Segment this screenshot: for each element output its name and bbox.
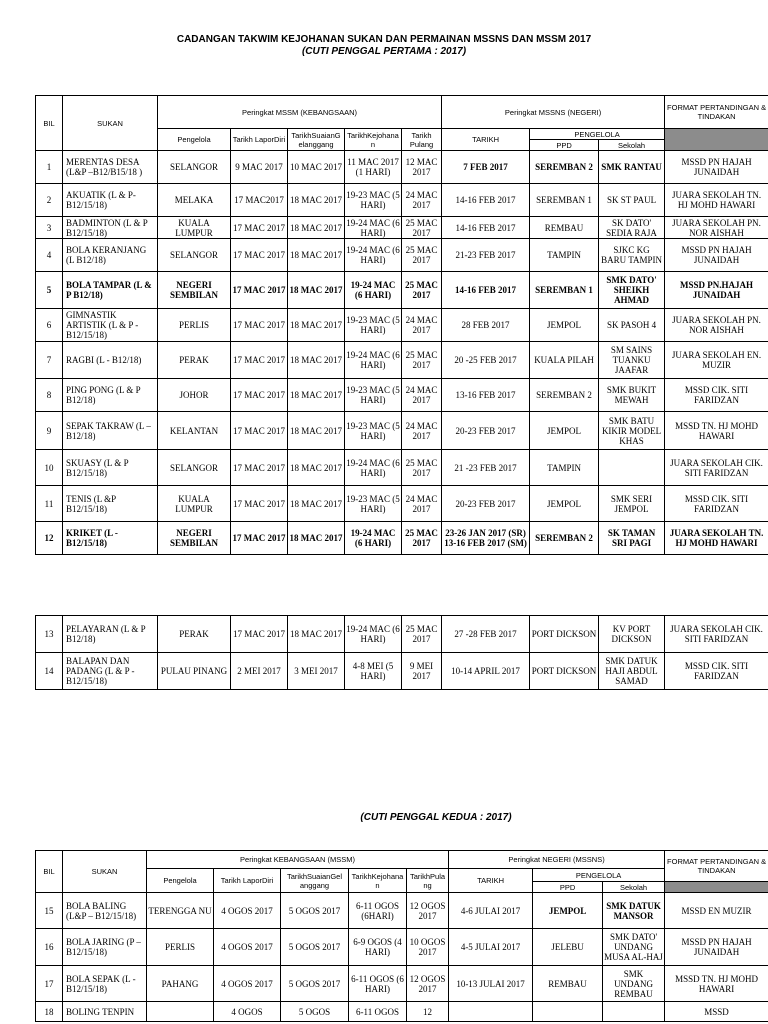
- pengelola-cell: PERAK: [158, 616, 231, 653]
- sukan-cell: BOLA KERANJANG (L B12/18): [63, 239, 158, 272]
- sekolah-cell: SM SAINS TUANKU JAAFAR: [599, 342, 665, 379]
- table-row: [36, 412, 768, 450]
- tarikh-suaian-cell: 18 MAC 2017: [288, 522, 345, 555]
- tarikh-kejohanan-cell: 6-9 OGOS (4 HARI): [349, 929, 407, 966]
- sekolah-cell: SK DATO' SEDIA RAJA: [599, 217, 665, 239]
- ppd-cell: SEREMBAN 2: [530, 379, 599, 412]
- ppd-cell: REMBAU: [533, 966, 603, 1002]
- format-cell: JUARA SEKOLAH CIK. SITI FARIDZAN: [665, 616, 768, 653]
- tarikh-suaian-cell: 10 MAC 2017: [288, 151, 345, 184]
- sukan-cell: KRIKET (L - B12/15/18): [63, 522, 158, 555]
- subtitle-penggal-kedua: (CUTI PENGGAL KEDUA : 2017): [360, 812, 512, 823]
- table-row: [36, 893, 768, 929]
- tarikh-lapor-cell: 17 MAC 2017: [231, 616, 288, 653]
- sukan-cell: GIMNASTIK ARTISTIK (L & P - B12/15/18): [63, 309, 158, 342]
- sekolah-cell: [599, 450, 665, 486]
- schedule-table-2: [35, 615, 768, 690]
- tarikh-kejohanan-cell: 19-24 MAC (6 HARI): [345, 450, 402, 486]
- sekolah-cell: SMK RANTAU: [599, 151, 665, 184]
- table-row: [36, 184, 768, 217]
- tarikh-pulang-cell: 12: [407, 1002, 449, 1022]
- sukan-cell: BOLA BALING (L&P – B12/15/18): [63, 893, 147, 929]
- header-pengelola: Pengelola: [158, 129, 231, 151]
- bil-cell: 18: [36, 1002, 63, 1022]
- header-tarikh-lapor: Tarikh LaporDiri: [231, 129, 288, 151]
- pengelola-cell: PAHANG: [147, 966, 214, 1002]
- tarikh-negeri-cell: 27 -28 FEB 2017: [442, 616, 530, 653]
- tarikh-lapor-cell: 17 MAC 2017: [231, 412, 288, 450]
- header-tarikh-lapor: Tarikh LaporDiri: [214, 869, 281, 893]
- tarikh-pulang-cell: 24 MAC 2017: [402, 412, 442, 450]
- header-peringkat-kebangsaan: Peringkat KEBANGSAAN (MSSM): [147, 851, 449, 869]
- ppd-cell: SEREMBAN 1: [530, 184, 599, 217]
- tarikh-lapor-cell: 17 MAC 2017: [231, 486, 288, 522]
- sekolah-cell: SMK BUKIT MEWAH: [599, 379, 665, 412]
- sekolah-cell: SMK DATO' UNDANG MUSA AL-HAJ: [603, 929, 665, 966]
- table-row: [36, 342, 768, 379]
- bil-cell: 10: [36, 450, 63, 486]
- bil-cell: 1: [36, 151, 63, 184]
- sukan-cell: BOLA JARING (P – B12/15/18): [63, 929, 147, 966]
- sekolah-cell: SMK DATUK HAJI ABDUL SAMAD: [599, 653, 665, 690]
- format-cell: JUARA SEKOLAH PN. NOR AISHAH: [665, 309, 768, 342]
- tarikh-lapor-cell: 17 MAC 2017: [231, 272, 288, 309]
- ppd-cell: JELEBU: [533, 929, 603, 966]
- tarikh-kejohanan-cell: 19-23 MAC (5 HARI): [345, 486, 402, 522]
- tarikh-negeri-cell: 14-16 FEB 2017: [442, 272, 530, 309]
- tarikh-kejohanan-cell: 19-23 MAC (5 HARI): [345, 309, 402, 342]
- format-cell: MSSD EN MUZIR: [665, 893, 768, 929]
- tarikh-suaian-cell: 18 MAC 2017: [288, 239, 345, 272]
- tarikh-pulang-cell: 12 OGOS 2017: [407, 893, 449, 929]
- tarikh-suaian-cell: 18 MAC 2017: [288, 486, 345, 522]
- bil-cell: 9: [36, 412, 63, 450]
- sekolah-cell: SMK DATUK MANSOR: [603, 893, 665, 929]
- bil-cell: 4: [36, 239, 63, 272]
- sukan-cell: SEPAK TAKRAW (L – B12/18): [63, 412, 158, 450]
- format-cell: MSSD: [665, 1002, 768, 1022]
- format-cell: JUARA SEKOLAH TN. HJ MOHD HAWARI: [665, 184, 768, 217]
- tarikh-suaian-cell: 18 MAC 2017: [288, 342, 345, 379]
- tarikh-negeri-cell: 14-16 FEB 2017: [442, 184, 530, 217]
- bil-cell: 12: [36, 522, 63, 555]
- table-row: [36, 929, 768, 966]
- tarikh-suaian-cell: 5 OGOS: [281, 1002, 349, 1022]
- format-cell: MSSD PN.HAJAH JUNAIDAH: [665, 272, 768, 309]
- schedule-table-1: [35, 95, 768, 555]
- table-row: [36, 966, 768, 1002]
- sekolah-cell: SMK UNDANG REMBAU: [603, 966, 665, 1002]
- pengelola-cell: TERENGGA NU: [147, 893, 214, 929]
- tarikh-pulang-cell: 12 OGOS 2017: [407, 966, 449, 1002]
- table-row: [36, 272, 768, 309]
- header-pengelola-negeri: PENGELOLA: [533, 869, 665, 882]
- sukan-cell: BOLING TENPIN: [63, 1002, 147, 1022]
- schedule-table-3: [35, 850, 768, 1022]
- table-row: [36, 653, 768, 690]
- table-row: [36, 616, 768, 653]
- bil-cell: 15: [36, 893, 63, 929]
- tarikh-suaian-cell: 18 MAC 2017: [288, 412, 345, 450]
- sukan-cell: TENIS (L &P B12/15/18): [63, 486, 158, 522]
- tarikh-negeri-cell: 7 FEB 2017: [442, 151, 530, 184]
- tarikh-lapor-cell: 17 MAC 2017: [231, 239, 288, 272]
- pengelola-cell: SELANGOR: [158, 151, 231, 184]
- header-sekolah: Sekolah: [603, 882, 665, 893]
- tarikh-negeri-cell: 10-13 JULAI 2017: [449, 966, 533, 1002]
- tarikh-negeri-cell: 10-14 APRIL 2017: [442, 653, 530, 690]
- header-tarikh: TARIKH: [442, 129, 530, 151]
- tarikh-lapor-cell: 9 MAC 2017: [231, 151, 288, 184]
- table-row: [36, 486, 768, 522]
- tarikh-pulang-cell: 24 MAC 2017: [402, 486, 442, 522]
- bil-cell: 3: [36, 217, 63, 239]
- tarikh-lapor-cell: 17 MAC 2017: [231, 217, 288, 239]
- tarikh-kejohanan-cell: 19-24 MAC (6 HARI): [345, 616, 402, 653]
- tarikh-suaian-cell: 18 MAC 2017: [288, 309, 345, 342]
- pengelola-cell: KELANTAN: [158, 412, 231, 450]
- tarikh-pulang-cell: 12 MAC 2017: [402, 151, 442, 184]
- tarikh-kejohanan-cell: 6-11 OGOS: [349, 1002, 407, 1022]
- tarikh-pulang-cell: 24 MAC 2017: [402, 309, 442, 342]
- table-row: [36, 1002, 768, 1022]
- tarikh-negeri-cell: 20 -25 FEB 2017: [442, 342, 530, 379]
- table-row: [36, 239, 768, 272]
- tarikh-suaian-cell: 18 MAC 2017: [288, 450, 345, 486]
- ppd-cell: KUALA PILAH: [530, 342, 599, 379]
- bil-cell: 11: [36, 486, 63, 522]
- ppd-cell: [533, 1002, 603, 1022]
- header-tarikh-suaian: TarikhSuaianG elanggang: [288, 129, 345, 151]
- bil-cell: 6: [36, 309, 63, 342]
- sekolah-cell: SMK SERI JEMPOL: [599, 486, 665, 522]
- sekolah-cell: SK ST PAUL: [599, 184, 665, 217]
- tarikh-lapor-cell: 17 MAC 2017: [231, 309, 288, 342]
- sukan-cell: RAGBI (L - B12/18): [63, 342, 158, 379]
- header-tarikh-pulang: TarikhPula ng: [407, 869, 449, 893]
- header-sukan: SUKAN: [63, 851, 147, 893]
- bil-cell: 5: [36, 272, 63, 309]
- tarikh-negeri-cell: [449, 1002, 533, 1022]
- format-cell: MSSD PN HAJAH JUNAIDAH: [665, 239, 768, 272]
- bil-cell: 16: [36, 929, 63, 966]
- header-peringkat-mssns: Peringkat MSSNS (NEGERI): [442, 96, 665, 129]
- sukan-cell: PELAYARAN (L & P B12/18): [63, 616, 158, 653]
- tarikh-kejohanan-cell: 19-23 MAC (5 HARI): [345, 412, 402, 450]
- tarikh-suaian-cell: 18 MAC 2017: [288, 217, 345, 239]
- tarikh-negeri-cell: 21-23 FEB 2017: [442, 239, 530, 272]
- tarikh-lapor-cell: 17 MAC2017: [231, 184, 288, 217]
- tarikh-lapor-cell: 2 MEI 2017: [231, 653, 288, 690]
- tarikh-pulang-cell: 9 MEI 2017: [402, 653, 442, 690]
- tarikh-pulang-cell: 24 MAC 2017: [402, 379, 442, 412]
- tarikh-lapor-cell: 17 MAC 2017: [231, 379, 288, 412]
- subtitle-penggal-pertama: (CUTI PENGGAL PERTAMA : 2017): [301, 46, 467, 57]
- tarikh-suaian-cell: 5 OGOS 2017: [281, 893, 349, 929]
- bil-cell: 13: [36, 616, 63, 653]
- format-cell: JUARA SEKOLAH CIK. SITI FARIDZAN: [665, 450, 768, 486]
- tarikh-negeri-cell: 14-16 FEB 2017: [442, 217, 530, 239]
- ppd-cell: SEREMBAN 2: [530, 522, 599, 555]
- ppd-cell: REMBAU: [530, 217, 599, 239]
- tarikh-lapor-cell: 17 MAC 2017: [231, 522, 288, 555]
- format-cell: MSSD CIK. SITI FARIDZAN: [665, 379, 768, 412]
- ppd-cell: JEMPOL: [530, 309, 599, 342]
- tarikh-pulang-cell: 25 MAC 2017: [402, 272, 442, 309]
- header-pengelola: Pengelola: [147, 869, 214, 893]
- tarikh-pulang-cell: 10 OGOS 2017: [407, 929, 449, 966]
- header-peringkat-negeri: Peringkat NEGERI (MSSNS): [449, 851, 665, 869]
- header-tarikh-kejohanan: TarikhKejohana n: [349, 869, 407, 893]
- tarikh-pulang-cell: 25 MAC 2017: [402, 342, 442, 379]
- sukan-cell: BADMINTON (L & P B12/15/18): [63, 217, 158, 239]
- tarikh-kejohanan-cell: 19-24 MAC (6 HARI): [346, 217, 400, 238]
- header-format: FORMAT PERTANDINGAN & TINDAKAN: [665, 851, 768, 882]
- tarikh-kejohanan-cell: 6-11 OGOS (6HARI): [349, 893, 407, 929]
- tarikh-pulang-cell: 25 MAC 2017: [402, 522, 442, 555]
- tarikh-suaian-cell: 18 MAC 2017: [288, 616, 345, 653]
- sukan-cell: SKUASY (L & P B12/15/18): [63, 450, 158, 486]
- tarikh-lapor-cell: 17 MAC 2017: [231, 342, 288, 379]
- tarikh-lapor-cell: 17 MAC 2017: [231, 450, 288, 486]
- sukan-cell: BOLA TAMPAR (L & P B12/18): [63, 272, 158, 309]
- tarikh-kejohanan-cell: 19-24 MAC (6 HARI): [345, 342, 402, 379]
- tarikh-pulang-cell: 24 MAC 2017: [402, 184, 442, 217]
- tarikh-pulang-cell: 25 MAC 2017: [402, 217, 442, 239]
- bil-cell: 7: [36, 342, 63, 379]
- pengelola-cell: KUALA LUMPUR: [158, 486, 231, 522]
- header-ppd: PPD: [533, 882, 603, 893]
- header-bil: BIL: [36, 851, 63, 893]
- pengelola-cell: SELANGOR: [158, 239, 231, 272]
- tarikh-suaian-cell: 18 MAC 2017: [288, 184, 345, 217]
- pengelola-cell: PERLIS: [147, 929, 214, 966]
- bil-cell: 2: [36, 184, 63, 217]
- tarikh-lapor-cell: 4 OGOS 2017: [214, 893, 281, 929]
- sukan-cell: MERENTAS DESA (L&P –B12/B15/18 ): [63, 151, 158, 184]
- tarikh-negeri-cell: 28 FEB 2017: [442, 309, 530, 342]
- tarikh-kejohanan-cell: 19-24 MAC (6 HARI): [345, 272, 402, 309]
- tarikh-negeri-cell: 4-6 JULAI 2017: [449, 893, 533, 929]
- header-sekolah: Sekolah: [599, 140, 665, 151]
- document-title: CADANGAN TAKWIM KEJOHANAN SUKAN DAN PERMAINAN MSSNS DAN MSSM 2017: [176, 34, 592, 45]
- tarikh-suaian-cell: 5 OGOS 2017: [281, 929, 349, 966]
- sukan-cell: BOLA SEPAK (L - B12/15/18): [63, 966, 147, 1002]
- bil-cell: 8: [36, 379, 63, 412]
- header-bil: BIL: [36, 96, 63, 151]
- pengelola-cell: [147, 1002, 214, 1022]
- sekolah-cell: SMK DATO' SHEIKH AHMAD: [599, 272, 665, 309]
- tarikh-kejohanan-cell: 19-24 MAC (6 HARI): [345, 239, 402, 272]
- header-tarikh-pulang: Tarikh Pulang: [402, 129, 442, 151]
- tarikh-negeri-cell: 4-5 JULAI 2017: [449, 929, 533, 966]
- header-sukan: SUKAN: [63, 96, 158, 151]
- tarikh-kejohanan-cell: 19-23 MAC (5 HARI): [345, 184, 402, 217]
- sekolah-cell: [603, 1002, 665, 1022]
- tarikh-lapor-cell: 4 OGOS: [214, 1002, 281, 1022]
- pengelola-cell: KUALA LUMPUR: [158, 217, 231, 239]
- format-cell: MSSD CIK. SITI FARIDZAN: [665, 653, 768, 690]
- pengelola-cell: MELAKA: [158, 184, 231, 217]
- header-tarikh-suaian: TarikhSuaianGel anggang: [281, 869, 349, 893]
- tarikh-kejohanan-cell: 4-8 MEI (5 HARI): [345, 653, 402, 690]
- tarikh-lapor-cell: 4 OGOS 2017: [214, 966, 281, 1002]
- pengelola-cell: SELANGOR: [158, 450, 231, 486]
- tarikh-suaian-cell: 18 MAC 2017: [288, 272, 345, 309]
- format-cell: JUARA SEKOLAH TN. HJ MOHD HAWARI: [665, 522, 768, 555]
- format-cell: JUARA SEKOLAH PN. NOR AISHAH: [665, 217, 768, 239]
- sukan-cell: BALAPAN DAN PADANG (L & P - B12/15/18): [63, 653, 158, 690]
- tarikh-kejohanan-cell: 19-23 MAC (5 HARI): [345, 379, 402, 412]
- ppd-cell: PORT DICKSON: [530, 653, 599, 690]
- ppd-cell: SEREMBAN 2: [530, 151, 599, 184]
- tarikh-negeri-cell: 20-23 FEB 2017: [442, 486, 530, 522]
- pengelola-cell: JOHOR: [158, 379, 231, 412]
- format-cell: MSSD CIK. SITI FARIDZAN: [665, 486, 768, 522]
- header-format-shaded: [665, 882, 768, 893]
- sekolah-cell: KV PORT DICKSON: [599, 616, 665, 653]
- ppd-cell: TAMPIN: [530, 239, 599, 272]
- table-row: [36, 450, 768, 486]
- header-format: FORMAT PERTANDINGAN & TINDAKAN: [665, 96, 768, 129]
- bil-cell: 17: [36, 966, 63, 1002]
- ppd-cell: JEMPOL: [530, 486, 599, 522]
- tarikh-negeri-cell: 20-23 FEB 2017: [442, 412, 530, 450]
- pengelola-cell: PERAK: [158, 342, 231, 379]
- tarikh-suaian-cell: 5 OGOS 2017: [281, 966, 349, 1002]
- header-peringkat-mssm: Peringkat MSSM (KEBANGSAAN): [158, 96, 442, 129]
- tarikh-kejohanan-cell: 11 MAC 2017 (1 HARI): [345, 151, 402, 184]
- format-cell: MSSD PN HAJAH JUNAIDAH: [665, 151, 768, 184]
- sekolah-cell: SJKC KG BARU TAMPIN: [599, 239, 665, 272]
- header-pengelola-negeri: PENGELOLA: [530, 129, 665, 140]
- header-tarikh: TARIKH: [449, 869, 533, 893]
- header-ppd: PPD: [530, 140, 599, 151]
- ppd-cell: JEMPOL: [533, 893, 603, 929]
- sekolah-cell: SK PASOH 4: [599, 309, 665, 342]
- bil-cell: 14: [36, 653, 63, 690]
- tarikh-pulang-cell: 25 MAC 2017: [402, 450, 442, 486]
- format-cell: MSSD PN HAJAH JUNAIDAH: [665, 929, 768, 966]
- sukan-cell: AKUATIK (L & P- B12/15/18): [63, 184, 158, 217]
- pengelola-cell: NEGERI SEMBILAN: [158, 522, 231, 555]
- tarikh-pulang-cell: 25 MAC 2017: [402, 616, 442, 653]
- tarikh-suaian-cell: 18 MAC 2017: [288, 379, 345, 412]
- ppd-cell: SEREMBAN 1: [530, 272, 599, 309]
- table-row: [36, 151, 768, 184]
- pengelola-cell: PERLIS: [158, 309, 231, 342]
- header-tarikh-kejohanan: TarikhKejohana n: [345, 129, 402, 151]
- format-cell: JUARA SEKOLAH EN. MUZIR: [665, 342, 768, 379]
- tarikh-kejohanan-cell: 19-24 MAC (6 HARI): [345, 522, 402, 555]
- table-row: [36, 217, 768, 239]
- tarikh-suaian-cell: 3 MEI 2017: [288, 653, 345, 690]
- tarikh-negeri-cell: 13-16 FEB 2017: [442, 379, 530, 412]
- table-row: [36, 522, 768, 555]
- ppd-cell: TAMPIN: [530, 450, 599, 486]
- sukan-cell: PING PONG (L & P B12/18): [63, 379, 158, 412]
- pengelola-cell: NEGERI SEMBILAN: [158, 272, 231, 309]
- pengelola-cell: PULAU PINANG: [158, 653, 231, 690]
- tarikh-kejohanan-cell: 6-11 OGOS (6 HARI): [349, 966, 407, 1002]
- ppd-cell: JEMPOL: [530, 412, 599, 450]
- tarikh-negeri-cell: 21 -23 FEB 2017: [442, 450, 530, 486]
- ppd-cell: PORT DICKSON: [530, 616, 599, 653]
- tarikh-lapor-cell: 4 OGOS 2017: [214, 929, 281, 966]
- format-cell: MSSD TN. HJ MOHD HAWARI: [665, 412, 768, 450]
- sekolah-cell: SMK BATU KIKIR MODEL KHAS: [599, 412, 665, 450]
- table-row: [36, 309, 768, 342]
- format-cell: MSSD TN. HJ MOHD HAWARI: [665, 966, 768, 1002]
- tarikh-negeri-cell: 23-26 JAN 2017 (SR) 13-16 FEB 2017 (SM): [442, 522, 530, 555]
- table-row: [36, 379, 768, 412]
- tarikh-pulang-cell: 25 MAC 2017: [402, 239, 442, 272]
- sekolah-cell: SK TAMAN SRI PAGI: [599, 522, 665, 555]
- header-format-shaded: [665, 129, 768, 151]
